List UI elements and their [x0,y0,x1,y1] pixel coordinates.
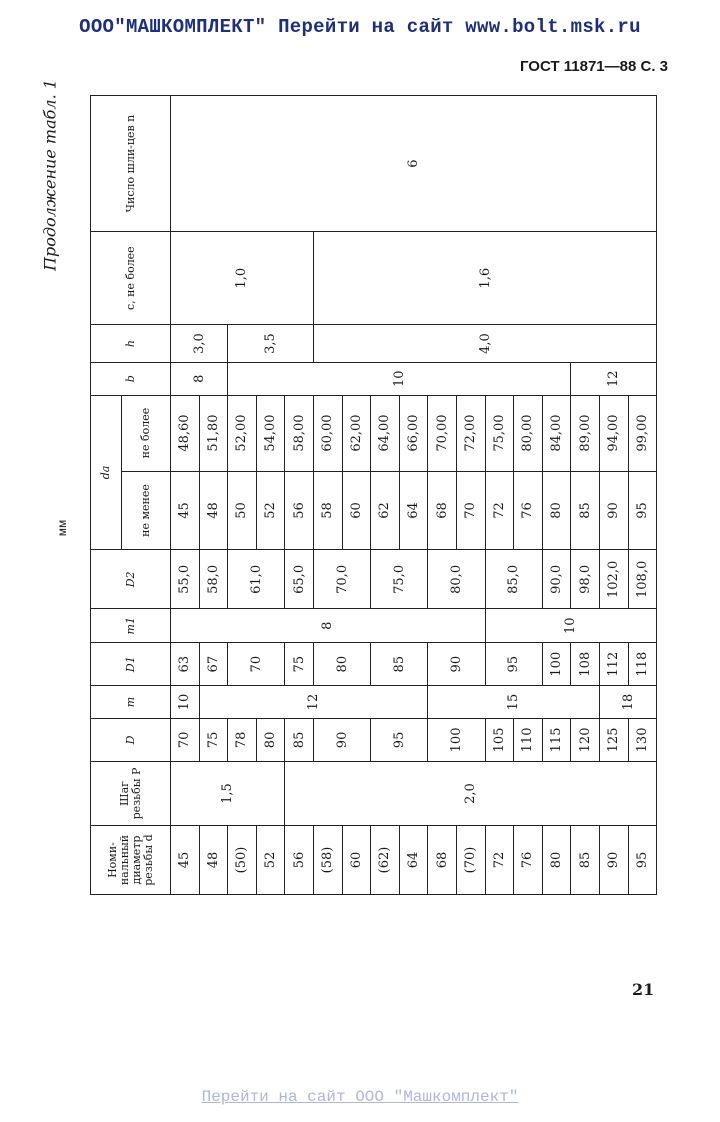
cell-D: 85 [285,718,314,761]
cell-d: 72 [485,826,514,895]
cell-h: 3,5 [228,325,314,363]
cell-D1: 63 [171,643,200,686]
cell-d: 85 [571,826,600,895]
cell-D: 78 [228,718,257,761]
header-m: m [91,686,171,719]
cell-D: 115 [542,718,571,761]
cell-D: 105 [485,718,514,761]
cell-D: 75 [199,718,228,761]
header-b: b [91,362,171,395]
header-da-max: не более [122,395,171,471]
cell-da-min: 50 [228,471,257,550]
header-n: Число шли-цев n [91,96,171,232]
cell-p: 1,5 [171,762,285,826]
cell-D1: 80 [313,643,370,686]
cell-da-max: 89,00 [571,395,600,471]
cell-d: 45 [171,826,200,895]
cell-d: 60 [342,826,371,895]
cell-D1: 118 [628,643,657,686]
cell-D: 130 [628,718,657,761]
cell-D1: 112 [599,643,628,686]
cell-m: 12 [199,686,428,719]
cell-D2: 98,0 [571,550,600,609]
cell-D1: 100 [542,643,571,686]
cell-D1: 108 [571,643,600,686]
cell-D: 70 [171,718,200,761]
cell-D: 100 [428,718,485,761]
rotated-table-block [90,95,660,895]
cell-da-max: 48,60 [171,395,200,471]
header-D: D [91,718,171,761]
header-p: Шаг резьбы P [91,762,171,826]
cell-D: 125 [599,718,628,761]
cell-D2: 85,0 [485,550,542,609]
cell-m1: 10 [485,609,657,643]
header-da-min: не менее [122,471,171,550]
cell-D1: 70 [228,643,285,686]
unit-label: мм [55,519,69,537]
cell-D: 80 [256,718,285,761]
cell-da-max: 64,00 [371,395,400,471]
cell-D1: 90 [428,643,485,686]
header-D2: D2 [91,550,171,609]
cell-d: 80 [542,826,571,895]
cell-da-max: 52,00 [228,395,257,471]
cell-da-max: 72,00 [456,395,485,471]
cell-d: (58) [313,826,342,895]
cell-d: 64 [399,826,428,895]
cell-D: 120 [571,718,600,761]
cell-D2: 55,0 [171,550,200,609]
cell-c: 1,6 [313,232,656,325]
header-d: Номи-нальный диаметр резьбы d [91,826,171,895]
standard-code: ГОСТ 11871—88 С. 3 [519,58,668,75]
cell-da-min: 85 [571,471,600,550]
cell-da-min: 52 [256,471,285,550]
header-da: da [91,395,122,550]
dimensions-table [90,95,657,895]
cell-d: 48 [199,826,228,895]
cell-da-min: 48 [199,471,228,550]
header-D1: D1 [91,643,171,686]
cell-D2: 102,0 [599,550,628,609]
cell-da-max: 94,00 [599,395,628,471]
footer-site-link[interactable]: Перейти на сайт ООО "Машкомплект" [201,1088,519,1106]
cell-da-max: 51,80 [199,395,228,471]
cell-D: 110 [514,718,543,761]
cell-b: 10 [228,362,571,395]
cell-da-min: 60 [342,471,371,550]
cell-D2: 61,0 [228,550,285,609]
cell-da-min: 90 [599,471,628,550]
cell-D2: 108,0 [628,550,657,609]
cell-d: (62) [371,826,400,895]
cell-D2: 58,0 [199,550,228,609]
cell-d: 76 [514,826,543,895]
cell-da-max: 84,00 [542,395,571,471]
cell-d: 90 [599,826,628,895]
cell-da-max: 70,00 [428,395,457,471]
cell-m1: 8 [171,609,486,643]
cell-D1: 85 [371,643,428,686]
cell-da-min: 62 [371,471,400,550]
cell-c: 1,0 [171,232,314,325]
cell-d: (50) [228,826,257,895]
cell-h: 4,0 [313,325,656,363]
cell-da-min: 72 [485,471,514,550]
cell-da-max: 75,00 [485,395,514,471]
cell-D2: 70,0 [313,550,370,609]
cell-D1: 75 [285,643,314,686]
cell-p: 2,0 [285,762,657,826]
cell-da-min: 95 [628,471,657,550]
cell-da-max: 66,00 [399,395,428,471]
cell-da-max: 80,00 [514,395,543,471]
cell-d: 52 [256,826,285,895]
cell-da-min: 76 [514,471,543,550]
table-continuation-caption: Продолжение табл. 1 [40,79,60,271]
cell-da-max: 58,00 [285,395,314,471]
cell-D1: 67 [199,643,228,686]
cell-da-min: 68 [428,471,457,550]
page-number: 21 [632,980,655,999]
cell-d: 68 [428,826,457,895]
cell-da-max: 99,00 [628,395,657,471]
cell-da-min: 70 [456,471,485,550]
cell-da-max: 60,00 [313,395,342,471]
cell-D2: 90,0 [542,550,571,609]
site-banner-link[interactable]: ООО"МАШКОМПЛЕКТ" Перейти на сайт www.bolt.msk.ru [79,16,641,38]
cell-da-min: 45 [171,471,200,550]
cell-D2: 80,0 [428,550,485,609]
cell-da-max: 62,00 [342,395,371,471]
cell-D: 95 [371,718,428,761]
cell-h: 3,0 [171,325,228,363]
header-c: c, не более [91,232,171,325]
header-h: h [91,325,171,363]
cell-m: 18 [599,686,656,719]
cell-D1: 95 [485,643,542,686]
cell-b: 8 [171,362,228,395]
cell-m: 15 [428,686,600,719]
cell-D: 90 [313,718,370,761]
cell-D2: 75,0 [371,550,428,609]
cell-da-max: 54,00 [256,395,285,471]
cell-da-min: 80 [542,471,571,550]
cell-d: 95 [628,826,657,895]
cell-da-min: 58 [313,471,342,550]
table-row [171,96,200,895]
cell-n: 6 [171,96,657,232]
cell-da-min: 64 [399,471,428,550]
cell-m: 10 [171,686,200,719]
header-m1: m1 [91,609,171,643]
cell-da-min: 56 [285,471,314,550]
cell-D2: 65,0 [285,550,314,609]
cell-d: 56 [285,826,314,895]
cell-d: (70) [456,826,485,895]
cell-b: 12 [571,362,657,395]
